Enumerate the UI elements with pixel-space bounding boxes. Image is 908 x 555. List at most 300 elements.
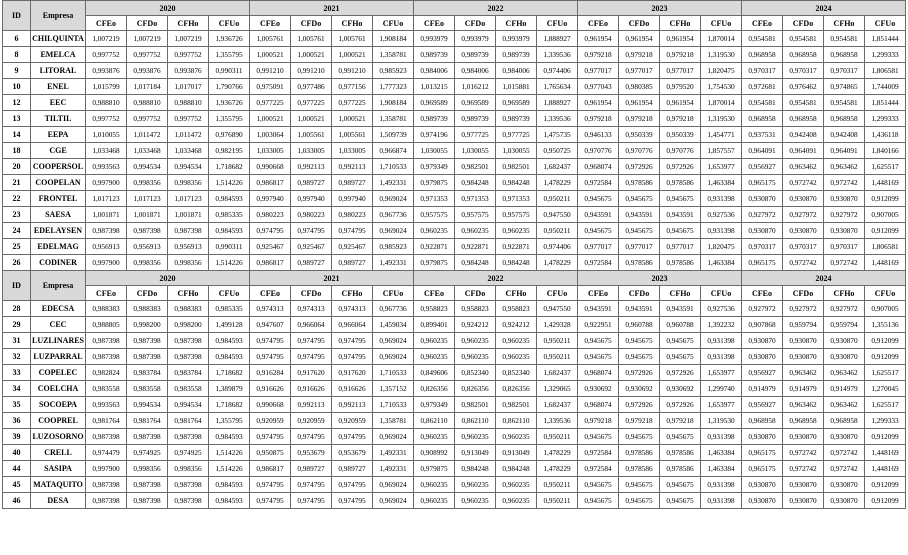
value-cell: 0,972584 xyxy=(578,461,619,477)
value-cell: 0,950339 xyxy=(619,127,660,143)
value-cell: 0,968958 xyxy=(742,47,783,63)
value-cell: 0,958823 xyxy=(496,301,537,317)
value-cell: 0,961954 xyxy=(619,95,660,111)
row-id-cell: 23 xyxy=(3,207,31,223)
row-empresa-cell: DESA xyxy=(31,493,86,509)
value-cell: 0,994534 xyxy=(127,397,168,413)
metric-header-cfdo: CFDo xyxy=(127,16,168,31)
table-row xyxy=(3,493,906,509)
value-cell: 1,653977 xyxy=(701,365,742,381)
value-cell: 0,956927 xyxy=(742,397,783,413)
value-cell: 0,930870 xyxy=(824,493,865,509)
value-cell: 0,987398 xyxy=(168,349,209,365)
value-cell: 0,998356 xyxy=(168,255,209,271)
row-id-cell: 13 xyxy=(3,111,31,127)
row-empresa-cell: EEPA xyxy=(31,127,86,143)
value-cell: 1,358781 xyxy=(373,111,414,127)
value-cell: 1,000521 xyxy=(291,47,332,63)
value-cell: 0,998200 xyxy=(127,317,168,333)
value-cell: 0,972742 xyxy=(824,445,865,461)
value-cell: 0,924212 xyxy=(496,317,537,333)
value-cell: 0,993563 xyxy=(86,397,127,413)
metric-header-cfdo: CFDo xyxy=(291,16,332,31)
value-cell: 0,930692 xyxy=(660,381,701,397)
value-cell: 0,927972 xyxy=(742,301,783,317)
value-cell: 0,978586 xyxy=(660,461,701,477)
value-cell: 0,986817 xyxy=(250,255,291,271)
value-cell: 0,987398 xyxy=(168,429,209,445)
value-cell: 0,978586 xyxy=(619,445,660,461)
value-cell: 1,718682 xyxy=(209,397,250,413)
row-id-cell: 21 xyxy=(3,175,31,191)
value-cell: 0,945675 xyxy=(619,477,660,493)
value-cell: 1,478229 xyxy=(537,175,578,191)
year-header-2022: 2022 xyxy=(414,271,578,286)
value-cell: 0,920959 xyxy=(332,413,373,429)
value-cell: 0,945675 xyxy=(578,223,619,239)
value-cell: 1,653977 xyxy=(701,397,742,413)
value-cell: 1,806581 xyxy=(865,63,906,79)
value-cell: 0,992113 xyxy=(332,159,373,175)
table-row xyxy=(3,255,906,271)
metric-header-cfho: CFHo xyxy=(168,286,209,301)
value-cell: 0,968958 xyxy=(783,111,824,127)
metric-header-cfuo: CFUo xyxy=(701,16,742,31)
value-cell: 0,984593 xyxy=(209,223,250,239)
row-empresa-cell: LUZLINARES xyxy=(31,333,86,349)
value-cell: 1,005761 xyxy=(332,31,373,47)
value-cell: 0,960788 xyxy=(619,317,660,333)
value-cell: 1,625517 xyxy=(865,397,906,413)
row-empresa-cell: COPELEC xyxy=(31,365,86,381)
row-id-cell: 12 xyxy=(3,95,31,111)
value-cell: 0,922951 xyxy=(578,317,619,333)
value-cell: 0,930870 xyxy=(783,429,824,445)
value-cell: 0,986817 xyxy=(250,175,291,191)
value-cell: 0,984593 xyxy=(209,191,250,207)
value-cell: 0,917620 xyxy=(332,365,373,381)
value-cell: 0,989739 xyxy=(414,111,455,127)
value-cell: 0,960235 xyxy=(414,333,455,349)
row-empresa-cell: TILTIL xyxy=(31,111,86,127)
value-cell: 0,920959 xyxy=(291,413,332,429)
value-cell: 0,977017 xyxy=(578,63,619,79)
value-cell: 1,299333 xyxy=(865,413,906,429)
value-cell: 0,968958 xyxy=(824,111,865,127)
value-cell: 0,960235 xyxy=(455,349,496,365)
value-cell: 1,358781 xyxy=(373,47,414,63)
value-cell: 0,989739 xyxy=(455,47,496,63)
value-cell: 0,982195 xyxy=(209,143,250,159)
metric-header-cfuo: CFUo xyxy=(865,286,906,301)
value-cell: 0,997940 xyxy=(332,191,373,207)
value-cell: 0,970317 xyxy=(824,239,865,255)
value-cell: 0,931398 xyxy=(701,477,742,493)
value-cell: 0,974795 xyxy=(250,493,291,509)
value-cell: 0,977017 xyxy=(660,239,701,255)
metric-header-cfeo: CFEo xyxy=(250,286,291,301)
value-cell: 0,997900 xyxy=(86,461,127,477)
row-empresa-cell: EDELMAG xyxy=(31,239,86,255)
value-cell: 1,001871 xyxy=(86,207,127,223)
value-cell: 0,974795 xyxy=(291,477,332,493)
value-cell: 0,945675 xyxy=(619,349,660,365)
value-cell: 1,682437 xyxy=(537,365,578,381)
value-cell: 0,912099 xyxy=(865,477,906,493)
value-cell: 0,931398 xyxy=(701,349,742,365)
value-cell: 0,950211 xyxy=(537,333,578,349)
value-cell: 0,971353 xyxy=(414,191,455,207)
value-cell: 0,960235 xyxy=(496,493,537,509)
efficiency-table xyxy=(2,0,906,509)
value-cell: 0,974795 xyxy=(291,493,332,509)
value-cell: 0,989727 xyxy=(291,255,332,271)
value-cell: 0,994534 xyxy=(168,397,209,413)
value-cell: 1,463384 xyxy=(701,255,742,271)
value-cell: 0,977225 xyxy=(332,95,373,111)
row-empresa-cell: CRELL xyxy=(31,445,86,461)
value-cell: 0,972742 xyxy=(824,461,865,477)
value-cell: 0,916626 xyxy=(291,381,332,397)
value-cell: 0,982501 xyxy=(496,397,537,413)
value-cell: 0,966064 xyxy=(332,317,373,333)
row-id-cell: 34 xyxy=(3,381,31,397)
value-cell: 0,988805 xyxy=(86,317,127,333)
value-cell: 0,930870 xyxy=(824,191,865,207)
metric-header-cfeo: CFEo xyxy=(414,16,455,31)
row-empresa-cell: SASIPA xyxy=(31,461,86,477)
value-cell: 1,017123 xyxy=(86,191,127,207)
value-cell: 0,980223 xyxy=(291,207,332,223)
value-cell: 0,977017 xyxy=(660,63,701,79)
value-cell: 0,927972 xyxy=(783,207,824,223)
year-header-2024: 2024 xyxy=(742,1,906,16)
table-row xyxy=(3,31,906,47)
value-cell: 0,974795 xyxy=(332,333,373,349)
value-cell: 1,015881 xyxy=(496,79,537,95)
metric-header-cfdo: CFDo xyxy=(783,16,824,31)
value-cell: 1,001871 xyxy=(168,207,209,223)
value-cell: 0,972926 xyxy=(619,397,660,413)
value-cell: 0,945675 xyxy=(660,349,701,365)
value-cell: 0,997752 xyxy=(86,111,127,127)
value-cell: 1,017123 xyxy=(168,191,209,207)
value-cell: 0,950211 xyxy=(537,493,578,509)
value-cell: 1,015799 xyxy=(86,79,127,95)
value-cell: 0,862110 xyxy=(496,413,537,429)
value-cell: 0,961954 xyxy=(660,95,701,111)
table-row xyxy=(3,349,906,365)
value-cell: 0,969589 xyxy=(455,95,496,111)
value-cell: 1,357152 xyxy=(373,381,414,397)
value-cell: 0,974795 xyxy=(250,429,291,445)
value-cell: 0,991210 xyxy=(332,63,373,79)
value-cell: 1,299333 xyxy=(865,47,906,63)
value-cell: 0,930870 xyxy=(783,349,824,365)
value-cell: 0,912099 xyxy=(865,223,906,239)
value-cell: 0,930692 xyxy=(578,381,619,397)
value-cell: 0,989727 xyxy=(291,175,332,191)
value-cell: 0,977725 xyxy=(496,127,537,143)
value-cell: 0,907005 xyxy=(865,207,906,223)
value-cell: 0,974795 xyxy=(291,333,332,349)
value-cell: 0,960235 xyxy=(455,223,496,239)
value-cell: 0,988810 xyxy=(86,95,127,111)
value-cell: 0,912099 xyxy=(865,493,906,509)
value-cell: 1,710533 xyxy=(373,159,414,175)
table-row xyxy=(3,111,906,127)
value-cell: 0,977017 xyxy=(619,63,660,79)
value-cell: 0,972584 xyxy=(578,445,619,461)
value-cell: 0,945675 xyxy=(660,429,701,445)
value-cell: 0,997752 xyxy=(86,47,127,63)
value-cell: 0,965175 xyxy=(742,175,783,191)
value-cell: 0,945675 xyxy=(578,333,619,349)
value-cell: 0,998356 xyxy=(168,175,209,191)
value-cell: 0,960235 xyxy=(455,477,496,493)
year-header-2020: 2020 xyxy=(86,1,250,16)
value-cell: 0,982824 xyxy=(86,365,127,381)
value-cell: 1,339536 xyxy=(537,413,578,429)
value-cell: 0,993876 xyxy=(127,63,168,79)
metric-header-cfeo: CFEo xyxy=(86,286,127,301)
value-cell: 1,000521 xyxy=(291,111,332,127)
value-cell: 1,355795 xyxy=(209,111,250,127)
value-cell: 0,998200 xyxy=(168,317,209,333)
value-cell: 0,930870 xyxy=(783,493,824,509)
value-cell: 0,998356 xyxy=(127,255,168,271)
value-cell: 1,492331 xyxy=(373,255,414,271)
value-cell: 0,963462 xyxy=(783,397,824,413)
value-cell: 0,930870 xyxy=(824,477,865,493)
table-row xyxy=(3,397,906,413)
value-cell: 0,989727 xyxy=(332,255,373,271)
value-cell: 0,913049 xyxy=(496,445,537,461)
value-cell: 1,514226 xyxy=(209,175,250,191)
table-row xyxy=(3,461,906,477)
year-header-2023: 2023 xyxy=(578,1,742,16)
value-cell: 0,969024 xyxy=(373,493,414,509)
value-cell: 0,997900 xyxy=(86,175,127,191)
value-cell: 0,914979 xyxy=(824,381,865,397)
value-cell: 0,984593 xyxy=(209,477,250,493)
value-cell: 0,922871 xyxy=(455,239,496,255)
value-cell: 0,930692 xyxy=(619,381,660,397)
value-cell: 0,969589 xyxy=(414,95,455,111)
value-cell: 0,981764 xyxy=(86,413,127,429)
value-cell: 0,945675 xyxy=(578,349,619,365)
value-cell: 1,000521 xyxy=(332,111,373,127)
value-cell: 0,972742 xyxy=(783,445,824,461)
value-cell: 0,991210 xyxy=(250,63,291,79)
value-cell: 0,979218 xyxy=(619,47,660,63)
value-cell: 1,908184 xyxy=(373,95,414,111)
value-cell: 1,011472 xyxy=(168,127,209,143)
value-cell: 0,916284 xyxy=(250,365,291,381)
value-cell: 1,653977 xyxy=(701,159,742,175)
value-cell: 0,974925 xyxy=(127,445,168,461)
value-cell: 0,950725 xyxy=(537,143,578,159)
value-cell: 1,448169 xyxy=(865,175,906,191)
value-cell: 0,974865 xyxy=(824,79,865,95)
value-cell: 0,963462 xyxy=(824,365,865,381)
value-cell: 0,964091 xyxy=(742,143,783,159)
value-cell: 0,984248 xyxy=(455,255,496,271)
value-cell: 0,988810 xyxy=(127,95,168,111)
table-row xyxy=(3,413,906,429)
value-cell: 1,448169 xyxy=(865,255,906,271)
value-cell: 0,960235 xyxy=(455,493,496,509)
value-cell: 0,972742 xyxy=(824,175,865,191)
metric-header-cfuo: CFUo xyxy=(209,286,250,301)
value-cell: 1,499128 xyxy=(209,317,250,333)
value-cell: 0,970317 xyxy=(742,63,783,79)
value-cell: 0,954581 xyxy=(824,95,865,111)
value-cell: 0,957575 xyxy=(414,207,455,223)
value-cell: 0,972742 xyxy=(783,175,824,191)
value-cell: 0,930870 xyxy=(742,191,783,207)
row-id-cell: 18 xyxy=(3,143,31,159)
metric-header-cfeo: CFEo xyxy=(578,16,619,31)
value-cell: 1,514226 xyxy=(209,461,250,477)
value-cell: 0,947607 xyxy=(250,317,291,333)
metric-header-cfuo: CFUo xyxy=(373,286,414,301)
metric-header-cfeo: CFEo xyxy=(578,286,619,301)
value-cell: 0,991210 xyxy=(291,63,332,79)
value-cell: 1,718682 xyxy=(209,159,250,175)
value-cell: 0,986817 xyxy=(250,461,291,477)
value-cell: 0,914979 xyxy=(783,381,824,397)
value-cell: 1,870014 xyxy=(701,31,742,47)
value-cell: 0,978586 xyxy=(660,175,701,191)
value-cell: 0,974795 xyxy=(291,223,332,239)
value-cell: 0,984593 xyxy=(209,493,250,509)
value-cell: 0,997752 xyxy=(168,47,209,63)
table-row xyxy=(3,301,906,317)
value-cell: 0,992113 xyxy=(332,397,373,413)
metric-header-cfho: CFHo xyxy=(496,16,537,31)
value-cell: 0,970317 xyxy=(742,239,783,255)
value-cell: 1,033468 xyxy=(86,143,127,159)
value-cell: 0,979218 xyxy=(578,47,619,63)
value-cell: 0,974795 xyxy=(250,223,291,239)
value-cell: 0,968958 xyxy=(783,413,824,429)
value-cell: 0,956913 xyxy=(86,239,127,255)
value-cell: 1,888927 xyxy=(537,95,578,111)
year-header-2024: 2024 xyxy=(742,271,906,286)
value-cell: 1,908184 xyxy=(373,31,414,47)
value-cell: 0,931398 xyxy=(701,191,742,207)
table-row xyxy=(3,445,906,461)
value-cell: 0,960235 xyxy=(414,223,455,239)
value-cell: 0,980223 xyxy=(250,207,291,223)
value-cell: 0,965175 xyxy=(742,255,783,271)
value-cell: 0,964091 xyxy=(783,143,824,159)
value-cell: 0,977725 xyxy=(455,127,496,143)
value-cell: 0,987398 xyxy=(127,429,168,445)
value-cell: 0,927536 xyxy=(701,207,742,223)
value-cell: 0,943591 xyxy=(660,301,701,317)
row-id-cell: 25 xyxy=(3,239,31,255)
year-header-2021: 2021 xyxy=(250,271,414,286)
value-cell: 0,968958 xyxy=(742,111,783,127)
value-cell: 0,972742 xyxy=(824,255,865,271)
row-empresa-cell: LUZPARRAL xyxy=(31,349,86,365)
value-cell: 0,930870 xyxy=(824,349,865,365)
value-cell: 0,987398 xyxy=(168,477,209,493)
value-cell: 1,888927 xyxy=(537,31,578,47)
table-row xyxy=(3,127,906,143)
value-cell: 0,958823 xyxy=(455,301,496,317)
row-empresa-cell: COOPELAN xyxy=(31,175,86,191)
value-cell: 1,000521 xyxy=(332,47,373,63)
value-cell: 0,826356 xyxy=(455,381,496,397)
value-cell: 0,917620 xyxy=(291,365,332,381)
value-cell: 1,011472 xyxy=(127,127,168,143)
value-cell: 1,478229 xyxy=(537,445,578,461)
value-cell: 0,984248 xyxy=(496,175,537,191)
value-cell: 1,936726 xyxy=(209,95,250,111)
value-cell: 1,005761 xyxy=(291,31,332,47)
metric-header-cfdo: CFDo xyxy=(619,16,660,31)
value-cell: 0,972926 xyxy=(660,397,701,413)
value-cell: 0,950875 xyxy=(250,445,291,461)
value-cell: 0,979218 xyxy=(660,413,701,429)
value-cell: 1,514226 xyxy=(209,255,250,271)
value-cell: 0,987398 xyxy=(127,223,168,239)
year-header-2023: 2023 xyxy=(578,271,742,286)
value-cell: 0,977017 xyxy=(578,239,619,255)
value-cell: 1,710533 xyxy=(373,397,414,413)
value-cell: 0,960235 xyxy=(455,333,496,349)
value-cell: 1,010055 xyxy=(86,127,127,143)
value-cell: 0,974795 xyxy=(332,223,373,239)
value-cell: 1,005561 xyxy=(291,127,332,143)
value-cell: 0,984593 xyxy=(209,349,250,365)
value-cell: 0,931398 xyxy=(701,223,742,239)
value-cell: 0,998356 xyxy=(168,461,209,477)
value-cell: 0,968958 xyxy=(742,413,783,429)
row-id-cell: 29 xyxy=(3,317,31,333)
value-cell: 0,997940 xyxy=(250,191,291,207)
value-cell: 0,960235 xyxy=(414,493,455,509)
value-cell: 1,033005 xyxy=(291,143,332,159)
value-cell: 0,925467 xyxy=(250,239,291,255)
value-cell: 1,806581 xyxy=(865,239,906,255)
value-cell: 1,033005 xyxy=(332,143,373,159)
table-row xyxy=(3,143,906,159)
value-cell: 0,908992 xyxy=(414,445,455,461)
value-cell: 0,984006 xyxy=(455,63,496,79)
value-cell: 1,017184 xyxy=(127,79,168,95)
value-cell: 0,979875 xyxy=(414,461,455,477)
value-cell: 0,937531 xyxy=(742,127,783,143)
value-cell: 1,857557 xyxy=(701,143,742,159)
value-cell: 0,989739 xyxy=(414,47,455,63)
value-cell: 0,998356 xyxy=(127,461,168,477)
table-row xyxy=(3,207,906,223)
value-cell: 0,912099 xyxy=(865,429,906,445)
row-id-cell: 45 xyxy=(3,477,31,493)
value-cell: 0,943591 xyxy=(619,207,660,223)
value-cell: 0,945675 xyxy=(660,493,701,509)
row-empresa-cell: COELCHA xyxy=(31,381,86,397)
row-id-cell: 10 xyxy=(3,79,31,95)
value-cell: 0,968074 xyxy=(578,365,619,381)
row-id-cell: 35 xyxy=(3,397,31,413)
value-cell: 0,993876 xyxy=(168,63,209,79)
value-cell: 0,990668 xyxy=(250,159,291,175)
